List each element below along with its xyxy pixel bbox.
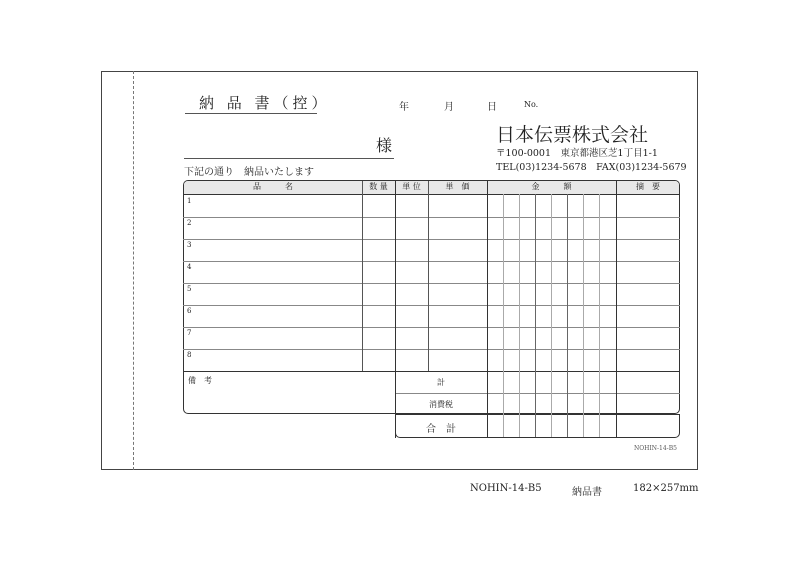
row-number: 8 <box>187 351 192 359</box>
perforation-line <box>133 71 134 470</box>
header-remarks: 摘 要 <box>636 182 660 191</box>
company-tel-fax: TEL(03)1234-5678 FAX(03)1234-5679 <box>496 162 687 173</box>
tax-row-line <box>395 393 680 394</box>
day-label: 日 <box>487 102 497 113</box>
header-price: 単 価 <box>445 182 470 191</box>
row-line <box>183 217 680 218</box>
row-number: 5 <box>187 285 192 293</box>
row-line <box>183 327 680 328</box>
digit-line <box>519 194 520 438</box>
total-label: 合 計 <box>426 424 456 435</box>
total-box <box>395 414 680 438</box>
col-line-amount <box>487 181 488 438</box>
row-line <box>183 349 680 350</box>
col-line-qty <box>362 181 363 371</box>
form-title: 納 品 書（控） <box>199 94 331 112</box>
row-line <box>183 283 680 284</box>
row-line <box>183 305 680 306</box>
row-number: 7 <box>187 329 192 337</box>
row-line <box>183 261 680 262</box>
header-amount: 金 額 <box>531 182 572 191</box>
header-unit: 単 位 <box>402 182 421 191</box>
header-item: 品 名 <box>253 182 293 191</box>
col-line-remarks <box>616 181 617 438</box>
col-line-price <box>428 181 429 371</box>
honorific: 様 <box>376 136 393 155</box>
form-code-small: NOHIN-14-B5 <box>634 445 677 452</box>
items-bottom-line <box>183 371 680 372</box>
header-qty: 数 量 <box>369 182 388 191</box>
footer-name: 納品書 <box>572 487 602 498</box>
tax-label: 消費税 <box>429 400 453 409</box>
bikou-label: 備 考 <box>188 376 212 385</box>
header-divider <box>183 194 680 195</box>
row-number: 2 <box>187 219 192 227</box>
footer-code: NOHIN-14-B5 <box>470 483 542 494</box>
subtotal-label: 計 <box>437 378 445 387</box>
row-number: 3 <box>187 241 192 249</box>
digit-line <box>551 194 552 438</box>
footer-size: 182×257mm <box>633 483 699 494</box>
year-label: 年 <box>399 102 409 113</box>
row-number: 1 <box>187 197 192 205</box>
title-underline <box>185 113 317 114</box>
digit-line <box>567 194 568 438</box>
month-label: 月 <box>444 102 454 113</box>
digit-line <box>599 194 600 438</box>
row-number: 6 <box>187 307 192 315</box>
customer-name-line <box>184 158 394 159</box>
digit-line <box>503 194 504 438</box>
company-name: 日本伝票株式会社 <box>496 124 649 146</box>
row-line <box>183 239 680 240</box>
digit-line <box>535 194 536 438</box>
no-label: No. <box>524 100 539 109</box>
digit-line <box>583 194 584 438</box>
company-address: 〒100-0001 東京都港区芝1丁目1-1 <box>496 148 658 159</box>
row-number: 4 <box>187 263 192 271</box>
delivery-note: 下記の通り 納品いたします <box>184 167 314 178</box>
